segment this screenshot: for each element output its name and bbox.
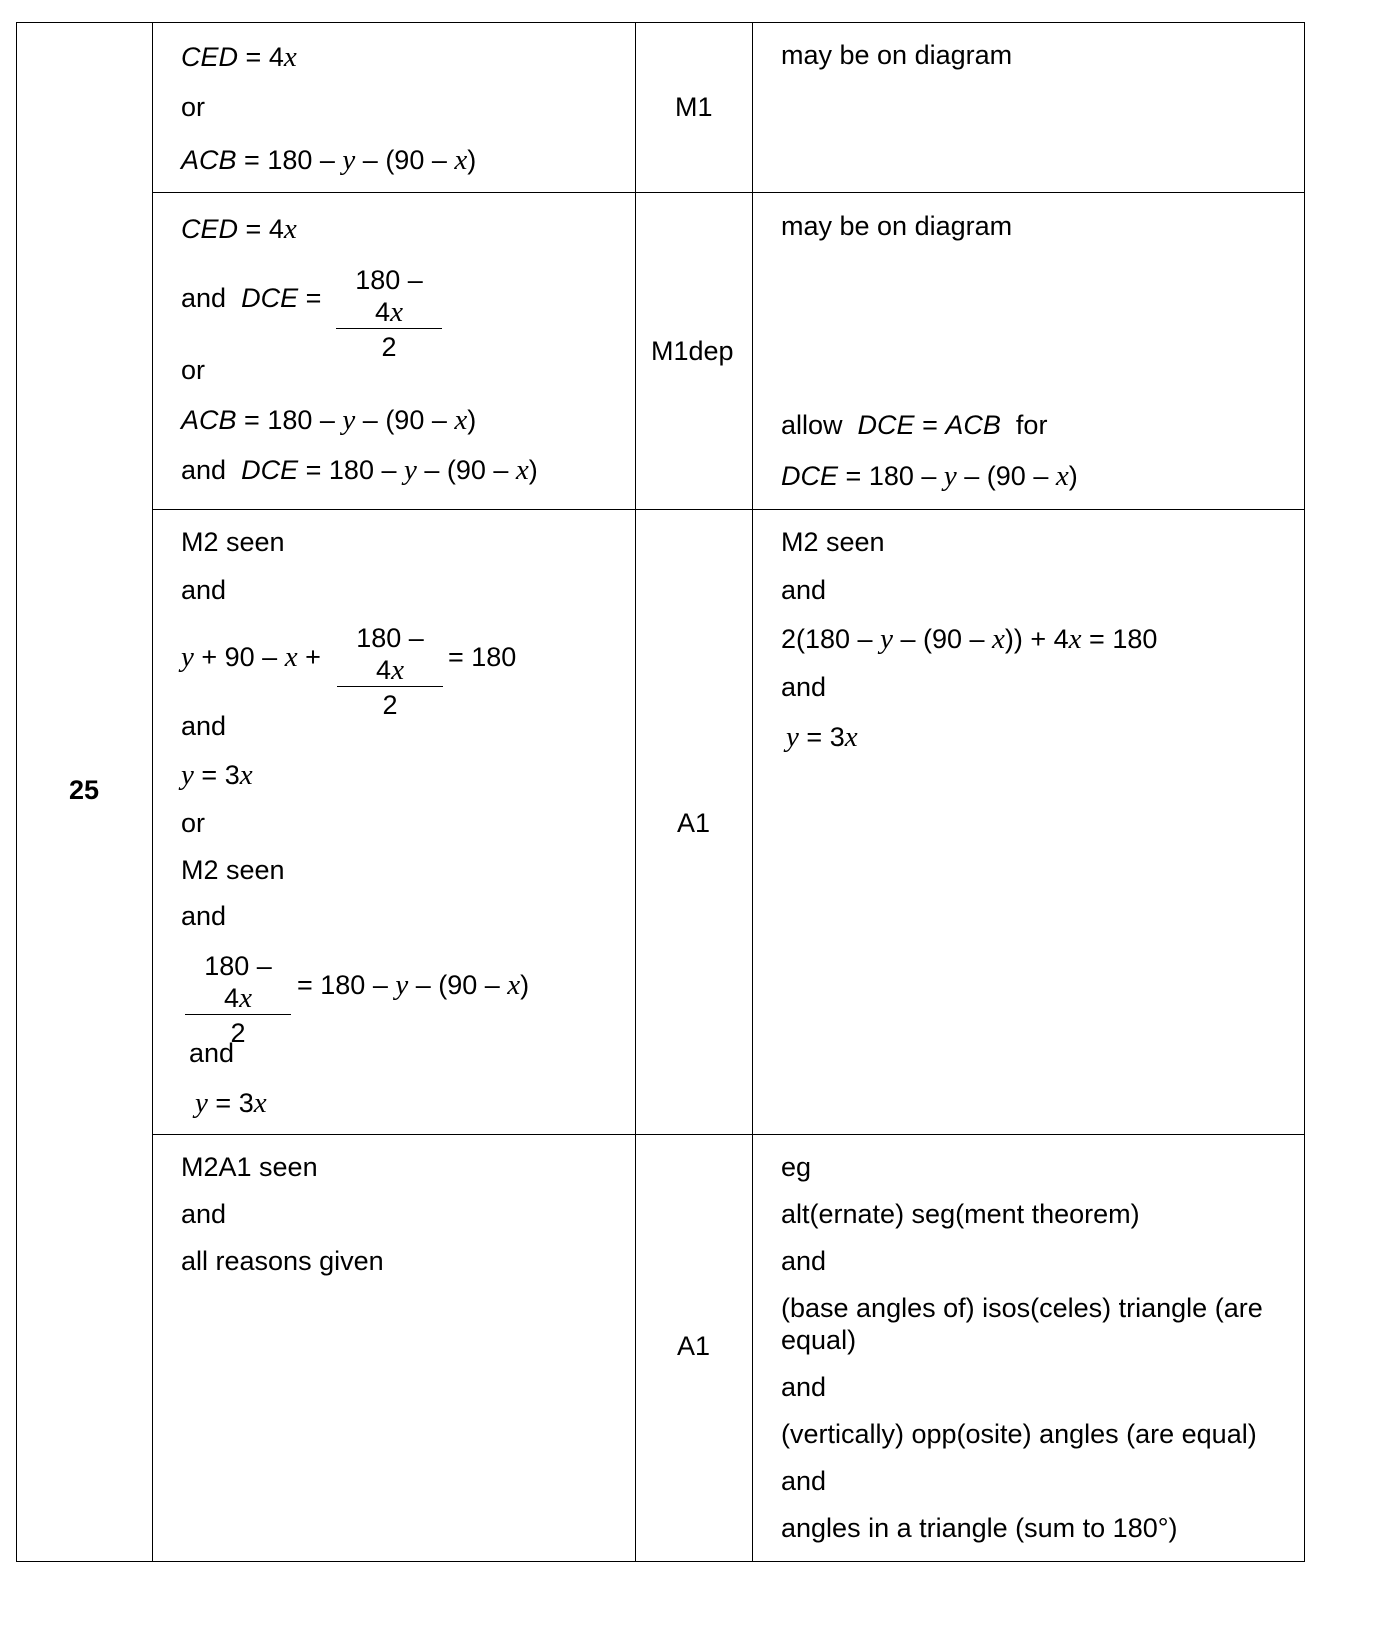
notes-line: may be on diagram bbox=[781, 40, 1013, 70]
mark-code: M1dep bbox=[651, 336, 734, 366]
working-line: M2A1 seen bbox=[181, 1152, 318, 1182]
working-line: and bbox=[181, 901, 227, 931]
notes-line: angles in a triangle (sum to 180°) bbox=[781, 1513, 1178, 1543]
row-divider-3 bbox=[152, 1134, 1305, 1135]
working-line: M2 seen bbox=[181, 527, 285, 557]
notes-line: alt(ernate) seg(ment theorem) bbox=[781, 1199, 1140, 1229]
working-line: M2 seen bbox=[181, 855, 285, 885]
working-line: and DCE = bbox=[181, 283, 322, 313]
working-line: y = 3x bbox=[181, 759, 253, 791]
mark-code: A1 bbox=[677, 808, 711, 838]
column-divider-working bbox=[635, 22, 636, 1562]
working-line: y + 90 – x + bbox=[181, 641, 321, 673]
notes-line: eg bbox=[781, 1152, 812, 1182]
notes-line: DCE = 180 – y – (90 – x) bbox=[781, 460, 1078, 492]
working-line: and bbox=[181, 711, 227, 741]
notes-line: allow DCE = ACB for bbox=[781, 410, 1048, 440]
mark-code: A1 bbox=[677, 1331, 711, 1361]
notes-line: may be on diagram bbox=[781, 211, 1013, 241]
working-line: = 180 bbox=[448, 642, 517, 672]
notes-line: y = 3x bbox=[786, 721, 858, 753]
working-line: and bbox=[181, 1199, 227, 1229]
working-line: and bbox=[181, 575, 227, 605]
working-line: = 180 – y – (90 – x) bbox=[297, 969, 530, 1001]
working-line: CED = 4x bbox=[181, 213, 297, 245]
notes-line: and bbox=[781, 1246, 827, 1276]
notes-line: and bbox=[781, 1466, 827, 1496]
mark-code: M1 bbox=[675, 92, 713, 122]
working-line: and bbox=[189, 1038, 235, 1068]
mark-scheme-table bbox=[16, 22, 1305, 1562]
working-line: and DCE = 180 – y – (90 – x) bbox=[181, 454, 538, 486]
notes-line: and bbox=[781, 1372, 827, 1402]
notes-line: and bbox=[781, 672, 827, 702]
working-line: y = 3x bbox=[195, 1087, 267, 1119]
fraction: 180 – 4x 2 bbox=[336, 264, 442, 365]
working-line: all reasons given bbox=[181, 1246, 384, 1276]
notes-line: 2(180 – y – (90 – x)) + 4x = 180 bbox=[781, 623, 1158, 655]
notes-line: (base angles of) isos(celes) triangle (are bbox=[781, 1293, 1263, 1323]
working-line: or bbox=[181, 92, 206, 122]
fraction: 180 – 4x 2 bbox=[337, 622, 443, 723]
working-line: CED = 4x bbox=[181, 41, 297, 73]
notes-line: and bbox=[781, 575, 827, 605]
column-divider-mark bbox=[752, 22, 753, 1562]
working-line: ACB = 180 – y – (90 – x) bbox=[181, 404, 477, 436]
notes-line: (vertically) opp(osite) angles (are equal) bbox=[781, 1419, 1257, 1449]
row-divider-2 bbox=[152, 509, 1305, 510]
working-line: or bbox=[181, 355, 206, 385]
notes-line: equal) bbox=[781, 1325, 857, 1355]
working-line: ACB = 180 – y – (90 – x) bbox=[181, 144, 477, 176]
column-divider-question bbox=[152, 22, 153, 1562]
question-number: 25 bbox=[69, 775, 100, 805]
notes-line: M2 seen bbox=[781, 527, 885, 557]
working-line: or bbox=[181, 808, 206, 838]
row-divider-1 bbox=[152, 192, 1305, 193]
fraction: 180 – 4x 2 bbox=[185, 950, 291, 1051]
